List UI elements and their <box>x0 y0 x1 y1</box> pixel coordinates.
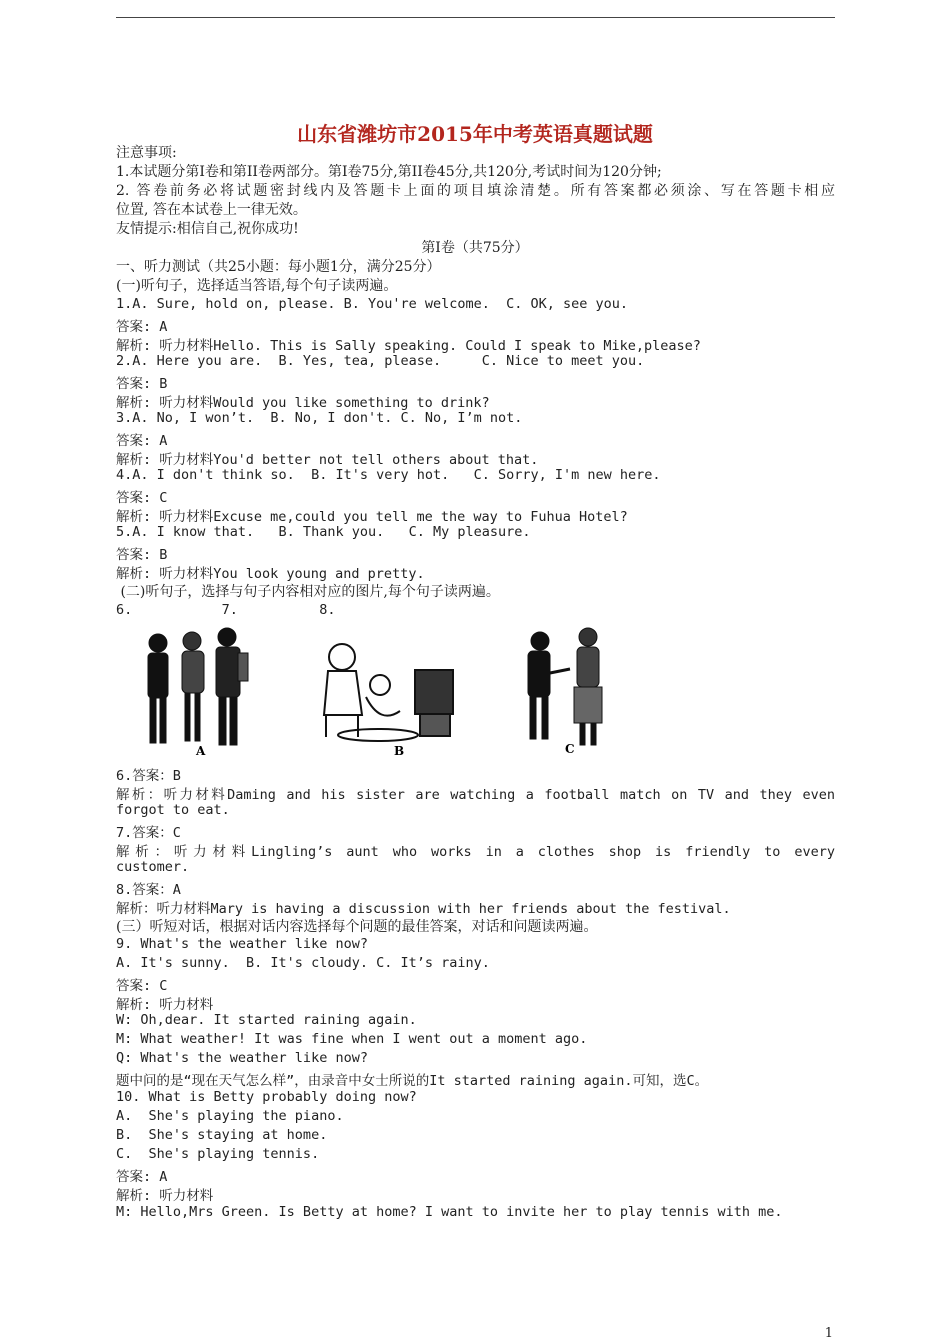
answer-line: 答案: A <box>116 433 168 449</box>
analysis-line: 解析: 听力材料You'd better not tell others about that. <box>116 452 539 468</box>
page-title: 山东省潍坊市2015年中考英语真题试题 <box>297 122 653 146</box>
text-line: 位置, 答在本试卷上一律无效。 <box>116 202 307 218</box>
analysis-line: 解析: 听力材料Would you like something to drink? <box>116 395 490 411</box>
picture-c-label: C <box>565 742 575 756</box>
figure-numbers: 6. 7. 8. <box>116 602 336 618</box>
analysis-line: customer. <box>116 859 190 875</box>
page-number: 1 <box>824 1326 833 1341</box>
dialogue-line: Q: What's the weather like now? <box>116 1050 368 1066</box>
dialogue-line: M: What weather! It was fine when I went out a moment ago. <box>116 1031 588 1047</box>
analysis-line: 解析：听力材料Lingling’s aunt who works in a clothes shop is friendly to every <box>116 844 835 860</box>
header-rule <box>116 17 835 18</box>
option-line: C. She's playing tennis. <box>116 1146 320 1162</box>
text-line: 友情提示:相信自己,祝你成功! <box>116 221 299 237</box>
analysis-line: 解析：听力材料Daming and his sister are watching a football match on TV and they even <box>116 787 835 803</box>
text-line: 注意事项: <box>116 145 177 161</box>
option-line: B. She's staying at home. <box>116 1127 328 1143</box>
text-line: 1.本试题分第Ⅰ卷和第II卷两部分。第Ⅰ卷75分,第II卷45分,共120分,考试时间为120分钟; <box>116 164 662 180</box>
picture-b-label: B <box>394 744 405 758</box>
analysis-line: 解析: 听力材料 <box>116 1188 214 1204</box>
dialogue-line: M: Hello,Mrs Green. Is Betty at home? I want to invite her to play tennis with me. <box>116 1204 783 1220</box>
picture-options-illustration <box>130 615 630 760</box>
option-line: A. It's sunny. B. It's cloudy. C. It’s rainy. <box>116 955 490 971</box>
question-line: 9. What's the weather like now? <box>116 936 368 952</box>
question-line: 1.A. Sure, hold on, please. B. You're welcome. C. OK, see you. <box>116 296 629 312</box>
section-heading: 第Ⅰ卷（共75分） <box>421 240 529 256</box>
question-line: 3.A. No, I won’t. B. No, I don't. C. No, I’m not. <box>116 410 523 426</box>
explanation-line: 题中问的是“现在天气怎么样”，由录音中女士所说的It started raining again.可知，选C。 <box>116 1073 709 1089</box>
answer-line: 6.答案：B <box>116 768 181 784</box>
picture-b <box>324 644 453 741</box>
dialogue-line: W: Oh,dear. It started raining again. <box>116 1012 417 1028</box>
question-line: 2.A. Here you are. B. Yes, tea, please. C. Nice to meet you. <box>116 353 645 369</box>
text-line: 一、听力测试（共25小题：每小题1分，满分25分） <box>116 259 441 275</box>
answer-line: 答案: C <box>116 978 168 994</box>
picture-a-label: A <box>196 744 206 758</box>
analysis-line: 解析：听力材料Mary is having a discussion with her friends about the festival. <box>116 901 731 917</box>
answer-line: 答案: A <box>116 1169 168 1185</box>
text-line: (三）听短对话，根据对话内容选择每个问题的最佳答案，对话和问题读两遍。 <box>116 919 598 935</box>
answer-line: 7.答案：C <box>116 825 181 841</box>
picture-c <box>528 628 602 745</box>
analysis-line: 解析: 听力材料 <box>116 997 214 1013</box>
answer-line: 答案: B <box>116 547 168 563</box>
text-line: (一)听句子，选择适当答语,每个句子读两遍。 <box>116 278 398 294</box>
question-line: 10. What is Betty probably doing now? <box>116 1089 417 1105</box>
question-line: 5.A. I know that. B. Thank you. C. My pleasure. <box>116 524 531 540</box>
answer-line: 8.答案：A <box>116 882 181 898</box>
picture-a <box>148 628 248 745</box>
analysis-line: 解析: 听力材料You look young and pretty. <box>116 566 425 582</box>
answer-line: 答案: C <box>116 490 168 506</box>
answer-line: 答案: B <box>116 376 168 392</box>
text-line: (二)听句子，选择与句子内容相对应的图片,每个句子读两遍。 <box>116 584 500 600</box>
analysis-line: 解析: 听力材料Excuse me,could you tell me the way to Fuhua Hotel? <box>116 509 628 525</box>
option-line: A. She's playing the piano. <box>116 1108 344 1124</box>
question-line: 4.A. I don't think so. B. It's very hot. C. Sorry, I'm new here. <box>116 467 661 483</box>
answer-line: 答案: A <box>116 319 168 335</box>
analysis-line: 解析: 听力材料Hello. This is Sally speaking. Could I speak to Mike,please? <box>116 338 701 354</box>
text-line: 2. 答卷前务必将试题密封线内及答题卡上面的项目填涂清楚。所有答案都必须涂、写在答题卡相应 <box>116 183 835 199</box>
analysis-line: forgot to eat. <box>116 802 230 818</box>
